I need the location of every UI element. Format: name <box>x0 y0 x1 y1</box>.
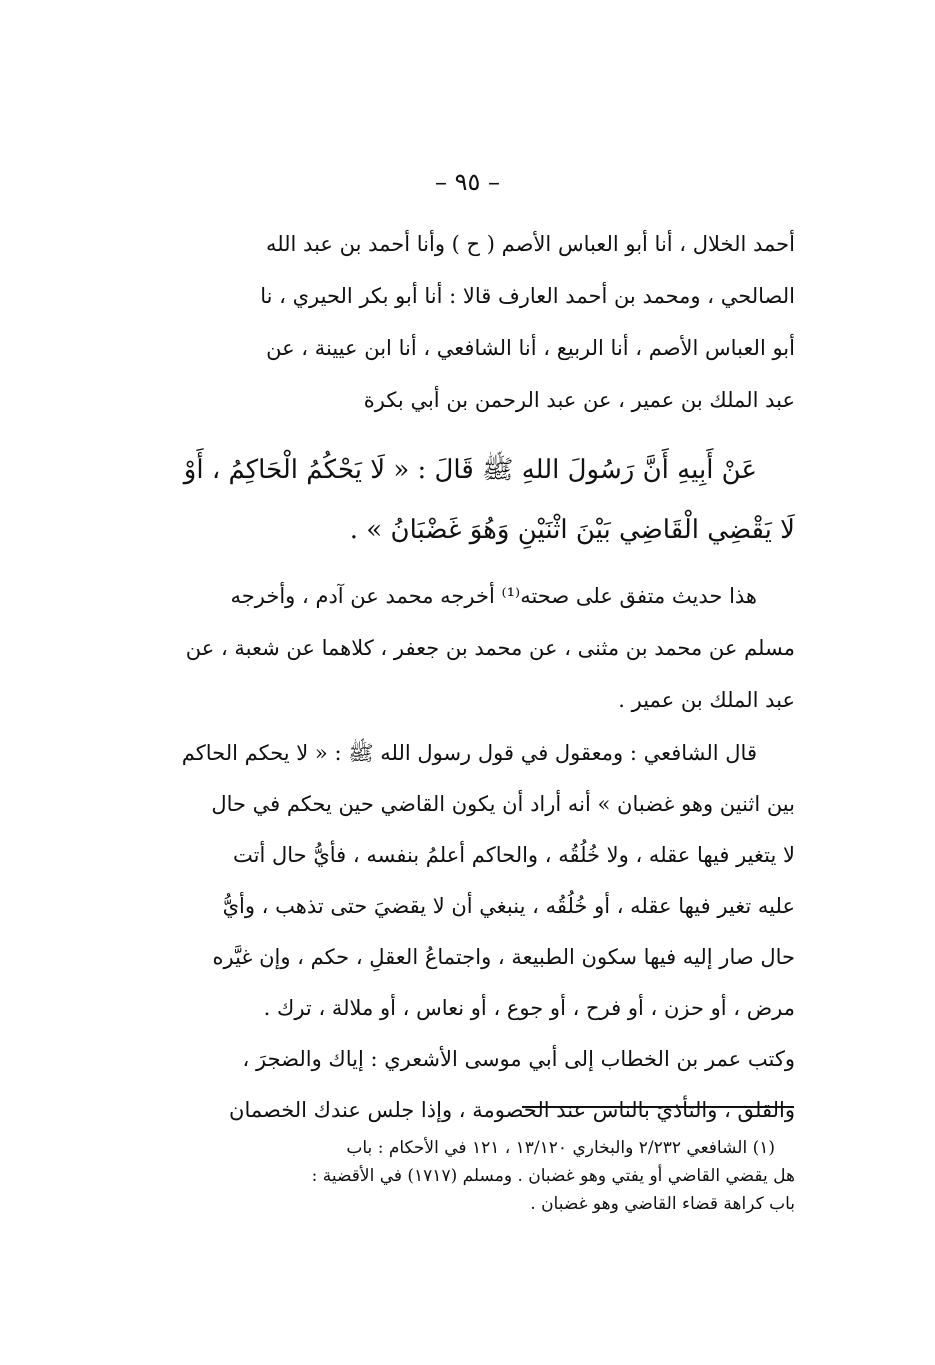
footnotes <box>150 1134 795 1218</box>
commentary-line: وكتب عمر بن الخطاب إلى أبي موسى الأشعري : إياك والضجرَ ، <box>242 1047 795 1071</box>
isnad-line: الصالحي ، ومحمد بن أحمد العارف قالا : أنا أبو بكر الحيري ، نا <box>260 284 795 308</box>
footnote-line: هل يقضي القاضي أو يفتي وهو غضبان . ومسلم (١٧١٧) في الأقضية : <box>311 1166 795 1186</box>
takhrij-paragraph <box>140 570 795 726</box>
takhrij-line: هذا حديث متفق على صحته⁽¹⁾ أخرجه محمد عن آدم ، وأخرجه <box>230 584 757 608</box>
footnote-line: (١) الشافعي ٢/٢٣٢ والبخاري ١٣/١٢٠ ، ١٢١ في الأحكام : باب <box>346 1138 775 1158</box>
takhrij-line: مسلم عن محمد بن مثنى ، عن محمد بن جعفر ، كلاهما عن شعبة ، عن <box>185 636 795 660</box>
page-number: – ٩٥ – <box>434 168 501 196</box>
footnote-line: باب كراهة قضاء القاضي وهو غضبان . <box>530 1194 795 1214</box>
hadith-line: عَنْ أَبِيهِ أَنَّ رَسُولَ اللهِ ﷺ قَالَ : « لَا يَحْكُمُ الْحَاكِمُ ، أَوْ <box>183 455 757 485</box>
isnad-paragraph <box>140 218 795 426</box>
isnad-line: أحمد الخلال ، أنا أبو العباس الأصم ( ح ) وأنا أحمد بن عبد الله <box>265 232 795 256</box>
commentary-line: حال صار إليه فيها سكون الطبيعة ، واجتماعُ العقلِ ، حكم ، وإن غيَّره <box>212 945 795 969</box>
commentary-paragraph <box>140 728 795 1136</box>
commentary-line: بين اثنين وهو غضبان » أنه أراد أن يكون القاضي حين يحكم في حال <box>211 792 795 816</box>
commentary-line: لا يتغير فيها عقله ، ولا خُلُقُه ، والحاكم أعلمُ بنفسه ، فأيُّ حال أتت <box>233 843 795 867</box>
isnad-line: عبد الملك بن عمير ، عن عبد الرحمن بن أبي بكرة <box>363 388 795 412</box>
commentary-line: قال الشافعي : ومعقول في قول رسول الله ﷺ : « لا يحكم الحاكم <box>181 741 757 765</box>
commentary-line: مرض ، أو حزن ، أو فرح ، أو جوع ، أو نعاس ، أو ملالة ، ترك . <box>263 996 795 1020</box>
footnote-separator <box>522 1106 794 1108</box>
commentary-line: عليه تغير فيها عقله ، أو خُلُقُه ، ينبغي أن لا يقضيَ حتى تذهب ، وأيُّ <box>222 894 795 918</box>
takhrij-line: عبد الملك بن عمير . <box>618 688 795 712</box>
hadith-text <box>140 440 795 560</box>
hadith-line: لَا يَقْضِي الْقَاضِي بَيْنَ اثْنَيْنِ وَهُوَ غَضْبَانُ » . <box>349 515 795 545</box>
isnad-line: أبو العباس الأصم ، أنا الربيع ، أنا الشافعي ، أنا ابن عيينة ، عن <box>266 336 795 360</box>
commentary-line: والقلقَ ، والتأذيَ بالناس عند الخصومة ، وإذا جلس عندك الخصمان <box>229 1098 795 1122</box>
